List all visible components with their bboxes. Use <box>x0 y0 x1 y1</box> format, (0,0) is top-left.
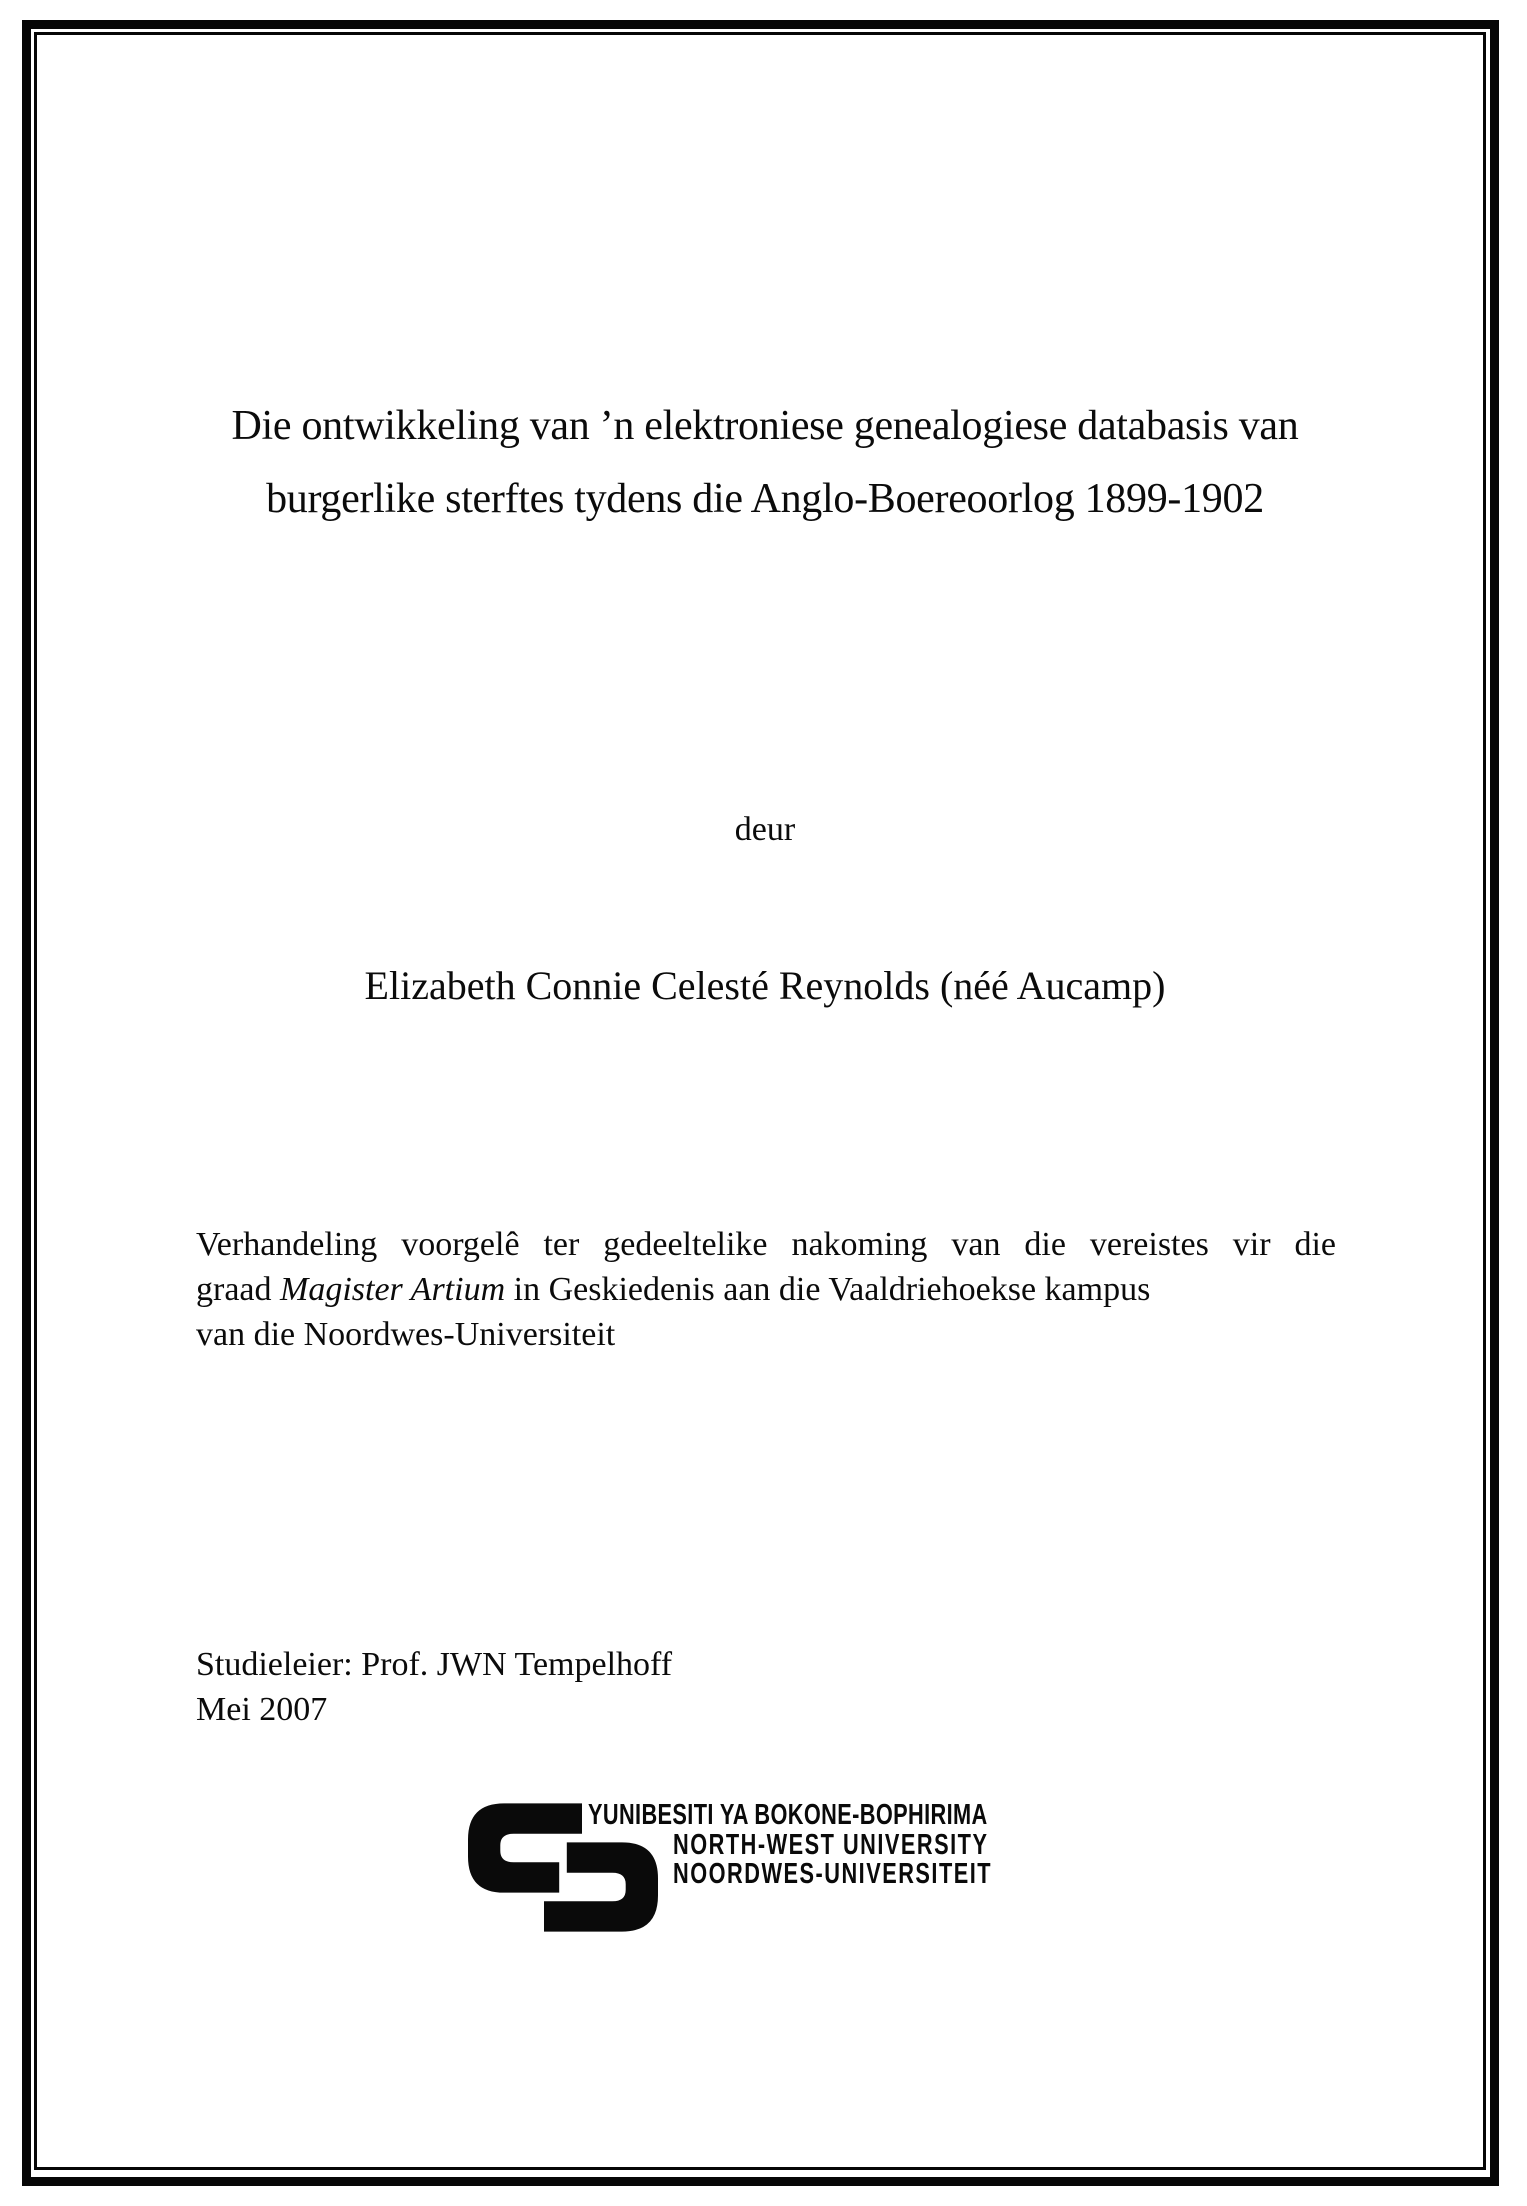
supervisor-line: Studieleier: Prof. JWN Tempelhoff <box>196 1646 673 1683</box>
logo-text-setswana: YUNIBESITI YA BOKONE-BOPHIRIMA <box>588 1799 988 1831</box>
degree-name-italic: Magister Artium <box>280 1271 506 1308</box>
degree-statement-line2-pre: graad <box>196 1271 281 1308</box>
degree-statement-line1: Verhandeling voorgelê ter gedeeltelike nakoming van die vereistes vir die <box>196 1226 1336 1263</box>
supervisor-block <box>196 1642 672 1732</box>
degree-statement-line3: van die Noordwes-Universiteit <box>196 1316 616 1353</box>
date-line: Mei 2007 <box>196 1691 328 1728</box>
author-name: Elizabeth Connie Celesté Reynolds (néé Aucamp) <box>364 963 1166 1008</box>
degree-statement <box>196 1222 1336 1357</box>
thesis-title-line2: burgerlike sterftes tydens die Anglo-Boereoorlog 1899-1902 <box>266 476 1264 522</box>
thesis-title-line1: Die ontwikkeling van ’n elektroniese genealogiese databasis van <box>231 403 1299 449</box>
byline-preposition: deur <box>734 811 796 848</box>
logo-text-english: NORTH-WEST UNIVERSITY <box>673 1828 989 1861</box>
degree-statement-line2 <box>196 1267 1336 1312</box>
degree-statement-line2-post: in Geskiedenis aan die Vaaldriehoekse kampus <box>505 1271 1151 1308</box>
university-logo-text <box>588 1801 1121 1890</box>
logo-text-afrikaans: NOORDWES-UNIVERSITEIT <box>673 1858 993 1890</box>
thesis-title <box>190 390 1340 536</box>
